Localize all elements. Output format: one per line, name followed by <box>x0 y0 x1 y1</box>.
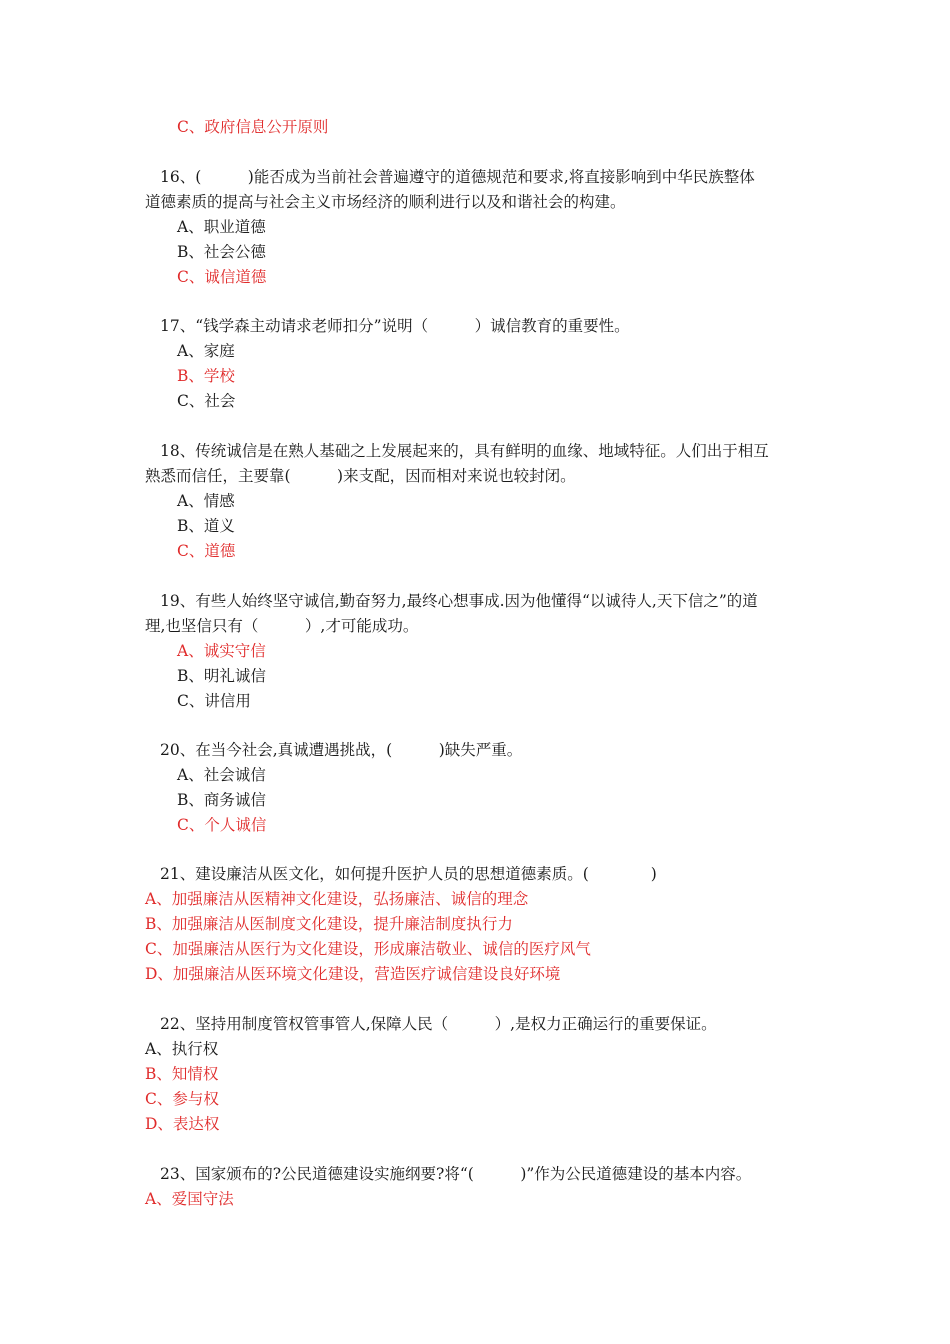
answer-option: B、社会公德 <box>177 243 266 261</box>
question-text: 18、传统诚信是在熟人基础之上发展起来的，具有鲜明的血缘、地域特征。人们出于相互 <box>160 442 769 460</box>
answer-option-correct: C、诚信道德 <box>177 268 267 286</box>
question-text: 21、建设廉洁从医文化，如何提升医护人员的思想道德素质。( ) <box>160 865 657 883</box>
question-text-continued: 理,也坚信只有（ ）,才可能成功。 <box>145 617 419 635</box>
answer-option: B、商务诚信 <box>177 791 266 809</box>
answer-option: A、职业道德 <box>177 218 266 236</box>
answer-option-correct: D、加强廉洁从医环境文化建设，营造医疗诚信建设良好环境 <box>145 965 561 983</box>
answer-option-correct: C、参与权 <box>145 1090 219 1108</box>
answer-option-correct: C、道德 <box>177 542 236 560</box>
answer-option-correct: B、学校 <box>177 367 235 385</box>
question-text: 20、在当今社会,真诚遭遇挑战，( )缺失严重。 <box>160 741 523 759</box>
answer-option-correct: C、个人诚信 <box>177 816 267 834</box>
question-text: 22、坚持用制度管权管事管人,保障人民（ ）,是权力正确运行的重要保证。 <box>160 1015 717 1033</box>
answer-option-correct: A、爱国守法 <box>145 1190 234 1208</box>
answer-option-correct: A、加强廉洁从医精神文化建设，弘扬廉洁、诚信的理念 <box>145 890 529 908</box>
answer-option-correct: A、诚实守信 <box>177 642 266 660</box>
answer-option: B、道义 <box>177 517 235 535</box>
answer-option-correct: C、加强廉洁从医行为文化建设，形成廉洁敬业、诚信的医疗风气 <box>145 940 591 958</box>
answer-option-correct: D、表达权 <box>145 1115 220 1133</box>
question-text: 19、有些人始终坚守诚信,勤奋努力,最终心想事成.因为他懂得“以诚待人,天下信之”的道 <box>160 592 758 610</box>
answer-option: A、家庭 <box>177 342 235 360</box>
answer-option: A、情感 <box>177 492 235 510</box>
answer-option-correct: C、政府信息公开原则 <box>177 118 329 136</box>
answer-option: C、讲信用 <box>177 692 251 710</box>
question-text: 16、( )能否成为当前社会普遍遵守的道德规范和要求,将直接影响到中华民族整体 <box>160 168 755 186</box>
question-text: 17、“钱学森主动请求老师扣分”说明（ ）诚信教育的重要性。 <box>160 317 630 335</box>
answer-option: A、社会诚信 <box>177 766 266 784</box>
question-text: 23、国家颁布的?公民道德建设实施纲要?将“( )”作为公民道德建设的基本内容。 <box>160 1165 752 1183</box>
answer-option: C、社会 <box>177 392 236 410</box>
answer-option: A、执行权 <box>145 1040 219 1058</box>
question-text-continued: 道德素质的提高与社会主义市场经济的顺利进行以及和谐社会的构建。 <box>145 193 626 211</box>
answer-option: B、明礼诚信 <box>177 667 266 685</box>
answer-option-correct: B、加强廉洁从医制度文化建设，提升廉洁制度执行力 <box>145 915 513 933</box>
answer-option-correct: B、知情权 <box>145 1065 219 1083</box>
question-text-continued: 熟悉而信任，主要靠( )来支配，因而相对来说也较封闭。 <box>145 467 576 485</box>
